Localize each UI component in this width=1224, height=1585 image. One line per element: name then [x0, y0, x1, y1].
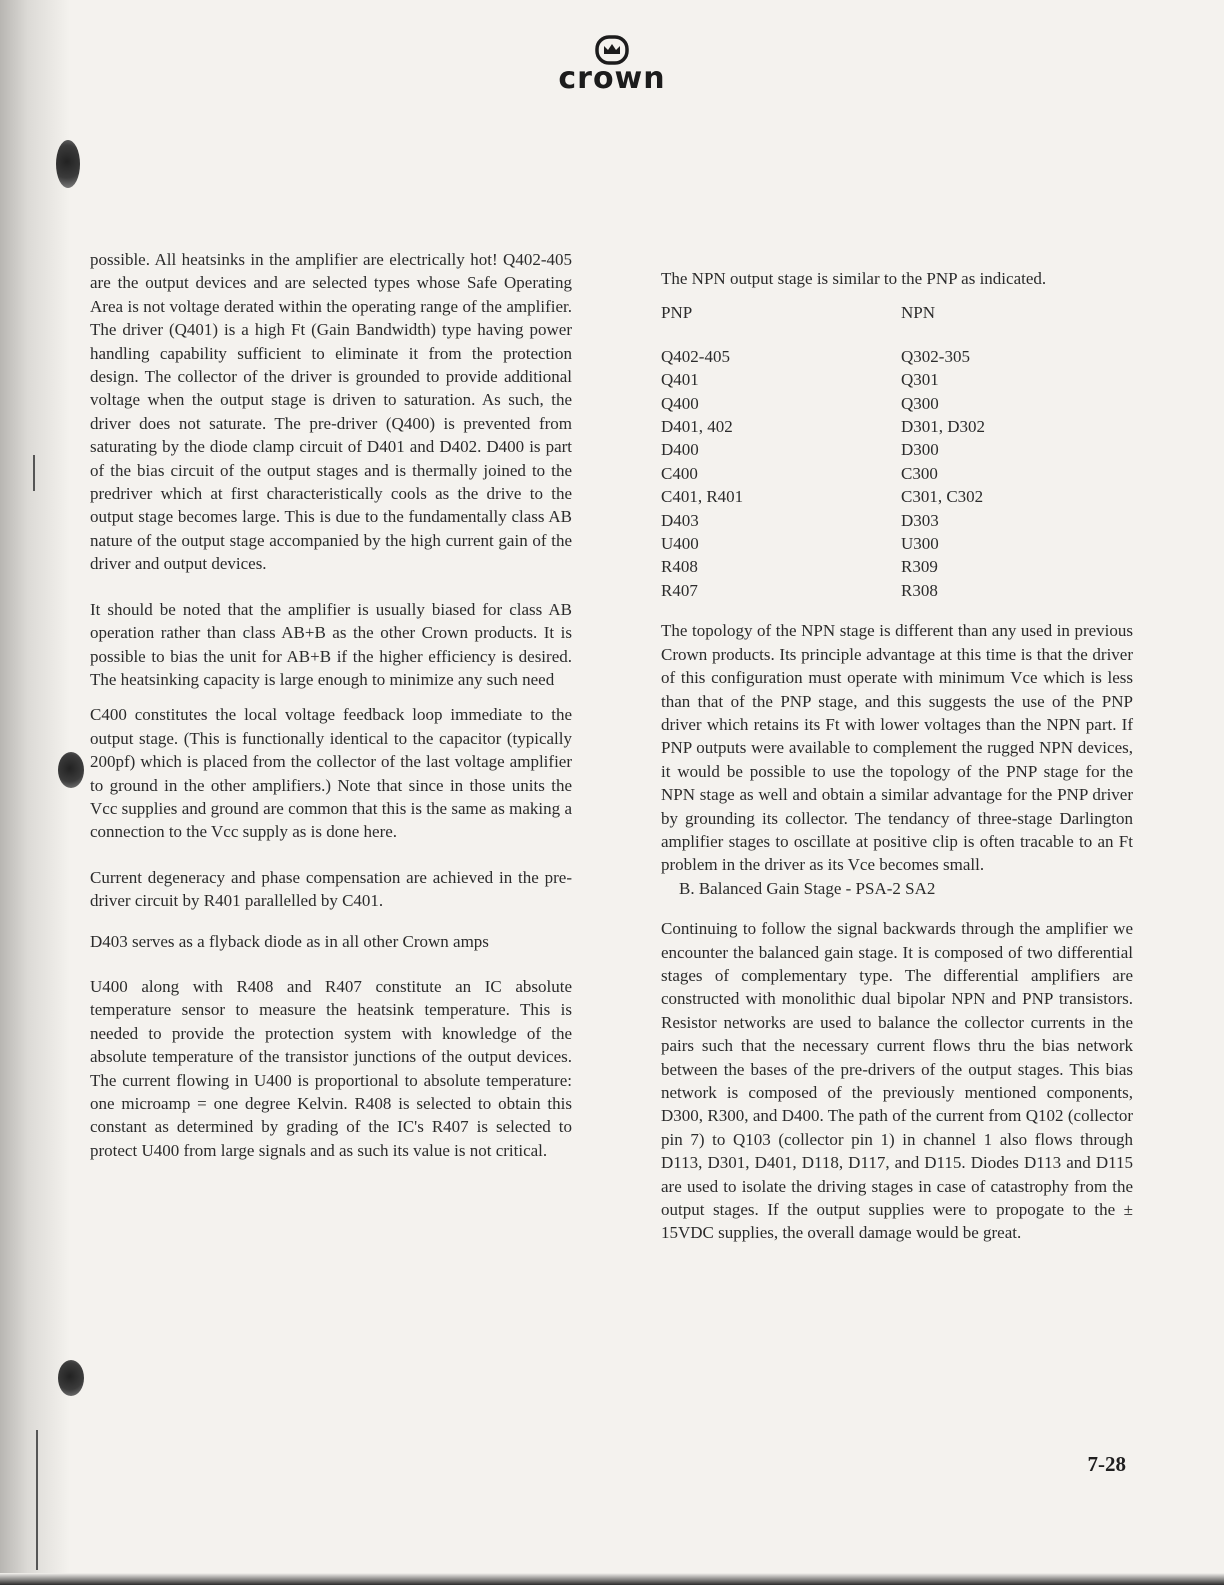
logo-wordmark: crown	[558, 61, 666, 96]
margin-mark	[33, 455, 35, 491]
table-row	[661, 392, 1133, 415]
right-column	[661, 267, 1133, 1245]
table-header	[661, 301, 1133, 324]
table-cell: U300	[901, 534, 939, 554]
table-row	[661, 462, 1133, 485]
paragraph-balanced-gain: Continuing to follow the signal backwards through the amplifier we encounter the balanced gain stage. It is composed of two differential stages of complementary type. The differential amplifiers are constructed with monolithic dual bipolar NPN and PNP transistors. Resistor networks are used to balance the collector currents in the pairs such that the necessary current flows thru the bias network between the bases of the pre-drivers of the output stages. This bias network is composed of the previously mentioned components, D300, R300, and D400. The path of the current from Q102 (collector pin 7) to Q103 (collector pin 1) in channel 1 also flows through D113, D301, D401, D118, D117, and D115. Diodes D113 and D115 are used to isolate the driving stages in case of catastrophy from the output stages. If the output supplies were to propogate to the ± 15VDC supplies, the overall damage would be great.	[661, 919, 1133, 1243]
page-number: 7-28	[1087, 1452, 1126, 1476]
table-cell: D400	[661, 440, 699, 460]
table-cell: U400	[661, 534, 699, 554]
left-column	[90, 248, 572, 1162]
table-row	[661, 485, 1133, 508]
table-cell: C301, C302	[901, 487, 984, 507]
table-cell: Q302-305	[901, 346, 970, 366]
punch-hole-top	[56, 140, 80, 188]
table-cell: R309	[901, 557, 938, 577]
table-row	[661, 438, 1133, 461]
table-cell: R308	[901, 580, 938, 600]
table-cell: Q300	[901, 393, 939, 413]
binding-line	[36, 1430, 38, 1570]
table-cell: D401, 402	[661, 417, 733, 437]
paragraph-bias-class: It should be noted that the amplifier is usually biased for class AB operation rather than class AB+B as the other Crown products. It is possible to bias the unit for AB+B if the higher efficiency is desired. The heatsinking capacity is large enough to minimize any such need	[90, 599, 572, 689]
table-row	[661, 368, 1133, 391]
punch-hole-middle	[58, 752, 84, 788]
paragraph-output-devices: possible. All heatsinks in the amplifier are electrically hot! Q402-405 are the output devices and are selected types whose Safe Operating Area is not voltage derated within the operating range of the amplifier. The driver (Q401) is a high Ft (Gain Bandwidth) type having power handling capability sufficient to eliminate it from the protection design. The collector of the driver is grounded to provide additional voltage when the output stage is driven to saturation. As such, the driver does not saturate. The pre-driver (Q400) is prevented from saturating by the diode clamp circuit of D401 and D402. D400 is part of the bias circuit of the output stages and is thermally joined to the predriver which at first characteristically cools as the drive to the output stage becomes large. This is due to the fundamentally class AB nature of the output stage accompanied by the high current gain of the driver and output devices.	[90, 250, 572, 574]
section-heading: B. Balanced Gain Stage - PSA-2 SA2	[679, 878, 936, 898]
table-row	[661, 415, 1133, 438]
table-cell: D300	[901, 440, 939, 460]
header-pnp: PNP	[661, 303, 693, 323]
table-cell: D403	[661, 510, 699, 530]
paragraph-flyback-diode: D403 serves as a flyback diode as in all other Crown amps	[90, 931, 489, 951]
paragraph-c400-feedback: C400 constitutes the local voltage feedback loop immediate to the output stage. (This is functionally identical to the capacitor (typically 200pf) which is placed from the collector of the last voltage amplifier to ground in the other amplifiers.) Note that since in those units the Vcc supplies and ground are common that this is the same as making a connection to the Vcc supply as is done here.	[90, 705, 572, 842]
paragraph-degeneracy: Current degeneracy and phase compensation are achieved in the pre-driver circuit by R401 parallelled by C401.	[90, 867, 572, 911]
table-cell: C400	[661, 463, 698, 483]
table-cell: R408	[661, 557, 698, 577]
paragraph-npn-topology: The topology of the NPN stage is different than any used in previous Crown products. Its principle advantage at this time is that the driver of this configuration must operate with minimum Vce which is less than that of the PNP stage, and this suggests the use of the PNP driver which retains its Ft with lower voltages than the NPN part. If PNP outputs were available to complement the rugged NPN devices, it would be possible to use the topology of the PNP stage for the NPN stage as well and obtain a similar advantage for the PNP driver by grounding its collector. The tendancy of three-stage Darlington amplifier stages to oscillate at positive clip is often tracable to an Ft problem in the driver as its Vce becomes small.	[661, 621, 1133, 875]
paragraph-temperature-sensor: U400 along with R408 and R407 constitute an IC absolute temperature sensor to measure the heatsink temperature. This is needed to provide the protection system with knowledge of the absolute temperature of the transistor junctions of the output devices. The current flowing in U400 is proportional to absolute temperature: one microamp = one degree Kelvin. R408 is selected to obtain this constant as determined by grading of the IC's R407 is selected to protect U400 from large signals and as such its value is not critical.	[90, 976, 572, 1160]
table-cell: Q301	[901, 370, 939, 390]
table-row	[661, 532, 1133, 555]
table-row	[661, 345, 1133, 368]
table-cell: C401, R401	[661, 487, 744, 507]
header-npn: NPN	[901, 303, 936, 323]
punch-hole-bottom	[58, 1360, 84, 1396]
table-cell: D303	[901, 510, 939, 530]
page-shadow-left	[0, 0, 70, 1585]
table-cell: C300	[901, 463, 938, 483]
table-row	[661, 555, 1133, 578]
table-cell: Q400	[661, 393, 699, 413]
component-table	[661, 301, 1133, 602]
table-cell: Q402-405	[661, 346, 730, 366]
table-cell: Q401	[661, 370, 699, 390]
npn-intro: The NPN output stage is similar to the PNP as indicated.	[661, 269, 1047, 288]
table-row	[661, 509, 1133, 532]
table-cell: D301, D302	[901, 417, 986, 437]
table-cell: R407	[661, 580, 698, 600]
page-shadow-bottom	[0, 1573, 1224, 1585]
crown-logo	[552, 34, 672, 94]
table-row	[661, 579, 1133, 602]
